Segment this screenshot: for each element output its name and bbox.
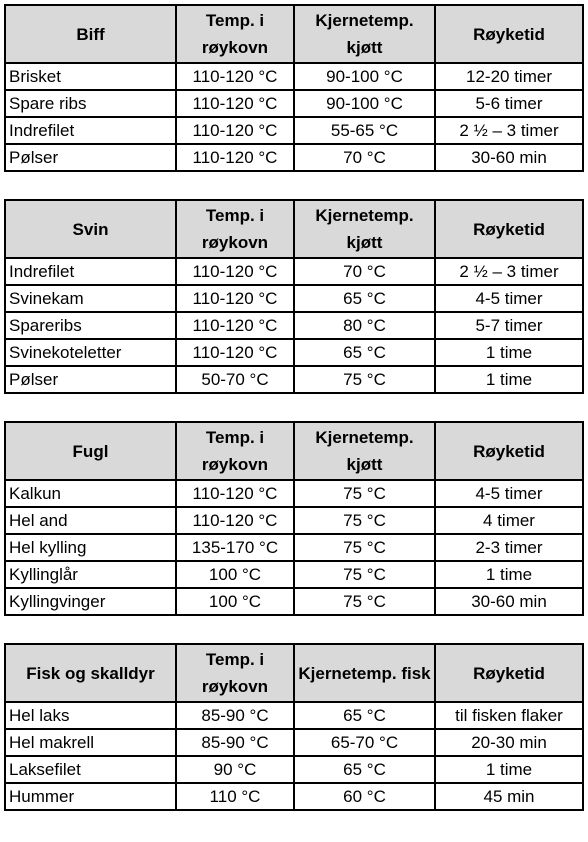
table-row [5,702,583,729]
core-temp-cell: 75 °C [294,507,435,534]
core-temp-cell: 65-70 °C [294,729,435,756]
oven-temp-cell: 100 °C [176,561,294,588]
core-temp-cell: 70 °C [294,258,435,285]
fish-table [4,643,584,811]
item-name-cell: Svinekam [5,285,176,312]
smoke-time-cell: 2 ½ – 3 timer [435,258,583,285]
item-name-cell: Spare ribs [5,90,176,117]
smoke-time-cell: 1 time [435,561,583,588]
table-row [5,90,583,117]
table-row [5,258,583,285]
item-name-cell: Brisket [5,63,176,90]
item-name-cell: Kyllingvinger [5,588,176,615]
core-temp-cell: 70 °C [294,144,435,171]
core-temp-cell: 65 °C [294,339,435,366]
core-temp-cell: 75 °C [294,480,435,507]
core-temp-header: Kjernetemp. fisk [294,644,435,702]
smoke-time-cell: 12-20 timer [435,63,583,90]
item-name-cell: Laksefilet [5,756,176,783]
core-temp-cell: 75 °C [294,588,435,615]
beef-table [4,4,584,172]
smoke-time-cell: 20-30 min [435,729,583,756]
table-row [5,480,583,507]
core-temp-cell: 75 °C [294,561,435,588]
table-row [5,729,583,756]
smoke-time-cell: 5-6 timer [435,90,583,117]
oven-temp-cell: 85-90 °C [176,729,294,756]
smoke-time-cell: 2-3 timer [435,534,583,561]
oven-temp-cell: 110-120 °C [176,312,294,339]
core-temp-cell: 75 °C [294,534,435,561]
table-row [5,366,583,393]
oven-temp-cell: 100 °C [176,588,294,615]
core-temp-cell: 65 °C [294,756,435,783]
item-name-cell: Svinekoteletter [5,339,176,366]
oven-temp-header: Temp. i røykovn [176,644,294,702]
oven-temp-cell: 110 °C [176,783,294,810]
category-header: Biff [5,5,176,63]
table-row [5,534,583,561]
smoke-time-header: Røyketid [435,200,583,258]
oven-temp-cell: 110-120 °C [176,117,294,144]
smoke-time-cell: til fisken flaker [435,702,583,729]
smoke-time-cell: 45 min [435,783,583,810]
item-name-cell: Indrefilet [5,258,176,285]
item-name-cell: Pølser [5,366,176,393]
table-row [5,756,583,783]
smoke-time-cell: 4-5 timer [435,480,583,507]
item-name-cell: Hel laks [5,702,176,729]
table-row [5,312,583,339]
table-header-row [5,200,583,258]
core-temp-cell: 75 °C [294,366,435,393]
smoke-time-cell: 1 time [435,366,583,393]
core-temp-cell: 90-100 °C [294,90,435,117]
item-name-cell: Indrefilet [5,117,176,144]
core-temp-cell: 80 °C [294,312,435,339]
smoke-time-cell: 30-60 min [435,588,583,615]
smoke-time-cell: 4 timer [435,507,583,534]
smoke-time-cell: 1 time [435,756,583,783]
core-temp-cell: 65 °C [294,702,435,729]
smoke-time-header: Røyketid [435,644,583,702]
table-row [5,339,583,366]
oven-temp-cell: 135-170 °C [176,534,294,561]
oven-temp-header: Temp. i røykovn [176,200,294,258]
smoking-tables [4,4,582,838]
smoke-time-header: Røyketid [435,5,583,63]
oven-temp-cell: 110-120 °C [176,258,294,285]
table-row [5,507,583,534]
core-temp-cell: 55-65 °C [294,117,435,144]
oven-temp-header: Temp. i røykovn [176,5,294,63]
category-header: Fugl [5,422,176,480]
smoke-time-cell: 30-60 min [435,144,583,171]
item-name-cell: Hel and [5,507,176,534]
core-temp-header: Kjernetemp. kjøtt [294,200,435,258]
oven-temp-cell: 110-120 °C [176,480,294,507]
table-header-row [5,644,583,702]
table-row [5,588,583,615]
table-header-row [5,422,583,480]
item-name-cell: Hel kylling [5,534,176,561]
oven-temp-cell: 85-90 °C [176,702,294,729]
oven-temp-cell: 110-120 °C [176,90,294,117]
smoke-time-header: Røyketid [435,422,583,480]
table-row [5,63,583,90]
oven-temp-cell: 110-120 °C [176,339,294,366]
item-name-cell: Spareribs [5,312,176,339]
oven-temp-cell: 50-70 °C [176,366,294,393]
smoke-time-cell: 2 ½ – 3 timer [435,117,583,144]
table-header-row [5,5,583,63]
oven-temp-cell: 110-120 °C [176,63,294,90]
core-temp-cell: 90-100 °C [294,63,435,90]
table-row [5,144,583,171]
core-temp-header: Kjernetemp. kjøtt [294,422,435,480]
core-temp-cell: 65 °C [294,285,435,312]
poultry-table [4,421,584,616]
item-name-cell: Kyllinglår [5,561,176,588]
oven-temp-cell: 110-120 °C [176,507,294,534]
oven-temp-cell: 110-120 °C [176,144,294,171]
oven-temp-cell: 110-120 °C [176,285,294,312]
table-row [5,783,583,810]
item-name-cell: Pølser [5,144,176,171]
oven-temp-cell: 90 °C [176,756,294,783]
smoke-time-cell: 5-7 timer [435,312,583,339]
core-temp-header: Kjernetemp. kjøtt [294,5,435,63]
category-header: Svin [5,200,176,258]
core-temp-cell: 60 °C [294,783,435,810]
table-row [5,285,583,312]
category-header: Fisk og skalldyr [5,644,176,702]
item-name-cell: Hummer [5,783,176,810]
pork-table [4,199,584,394]
table-row [5,561,583,588]
smoke-time-cell: 4-5 timer [435,285,583,312]
table-row [5,117,583,144]
smoke-time-cell: 1 time [435,339,583,366]
item-name-cell: Hel makrell [5,729,176,756]
oven-temp-header: Temp. i røykovn [176,422,294,480]
item-name-cell: Kalkun [5,480,176,507]
